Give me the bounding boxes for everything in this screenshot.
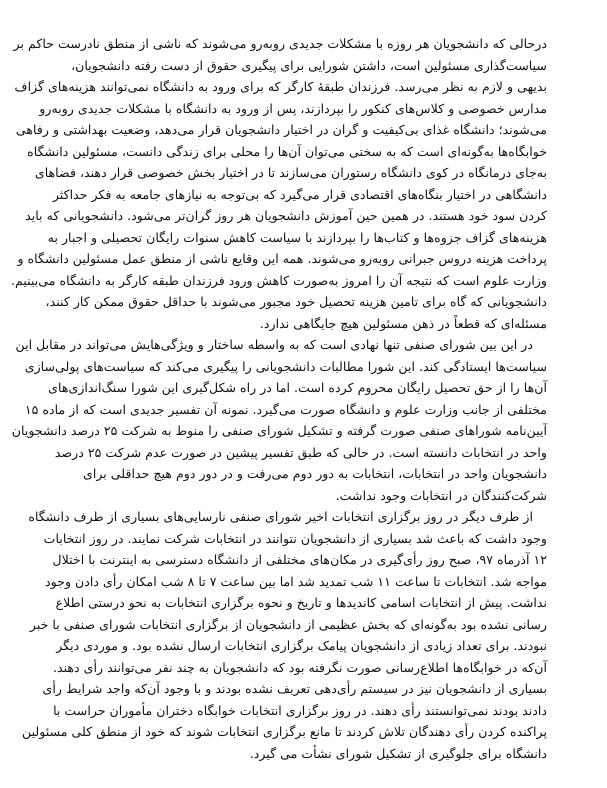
paragraph-2-line: در این بین شورای صنفی تنها نهادی است که به واسطه ساختار و ویژگی‌هایش می‌تواند در مقابل این: [15, 337, 533, 352]
paragraph-1-line: کردن سود خود هستند. در همین حین آموزش دانشجویان هر روز گران‌تر می‌شود. دانشجویانی که باید: [25, 208, 547, 223]
paragraph-1-line: مسئله‌ای که قطعاً در ذهن مسئولین هیچ جایگاهی ندارد.: [259, 315, 547, 331]
paragraph-3-line: دانشگاه برای جلوگیری از تشکیل شورای نشأت می گیرد.: [249, 745, 547, 761]
paragraph-2-line: دانشجویان واحد در انتخابات، انتخابات به دور دوم می‌رفت و در دور دوم هیچ حداقلی برای: [82, 466, 547, 481]
paragraph-1-line: مدارس خصوصی و کلاس‌های کنکور را بپردازند، پس از ورود به دانشگاه با مشکلات جدیدی روبه‌رو: [39, 100, 547, 116]
paragraph-3-line: نداشت. پیش از انتخابات اسامی کاندیدها و تاریخ و نحوه برگزاری انتخابات به نحو درستی اطلاع: [55, 595, 547, 610]
paragraph-3-line: بسیاری از دانشجویان نیز در سیستم رأی‌دهی تعریف نشده بودند و با وجود آن‌که واجد شرایط رأی: [42, 681, 547, 696]
paragraph-3-line: دادند بودند نمی‌توانستند رأی دهند. در روز برگزاری انتخابات خوابگاه دختران مأموران حراست با: [53, 702, 547, 718]
paragraph-3-line: نبودند. برای تعداد زیادی از دانشجویان پیامک برگزاری انتخابات ارسال نشده بود. و موردی دیگر: [56, 638, 547, 653]
paragraph-2-line: آیین‌نامه شوراهای صنفی صورت گرفته و تشکیل شورای صنفی را منوط به شرکت ۲۵ درصد دانشجویان: [11, 423, 547, 438]
paragraph-1-line: پرداخت هزینه دروس جبرانی روبه‌رو می‌شوند. همه این وقایع ناشی از منطق عمل مسئولین دانشگاه و: [17, 251, 547, 266]
paragraph-3-line: مواجه شد. انتخابات تا ساعت ۱۱ شب تمدید شد اما بین ساعت ۷ تا ۸ شب امکان رأی دادن وجود: [45, 573, 547, 589]
paragraph-2-line: واحد در انتخابات دانسته است. در حالی که طبق تفسیر پیشین در صورت عدم شرکت ۲۵ درصد: [54, 444, 547, 460]
paragraph-1-line: سیاست‌گذاری مسئولین است، داشتن شورایی برای پیگیری حقوق از دست رفته دانشجویان،: [71, 57, 547, 73]
paragraph-1-line: وزارت علوم است که نتیجه آن را امروز به‌صورت کاهش ورود فرزندان طبقه کارگر به دانشگاه می‌بینیم.: [11, 272, 547, 288]
paragraph-3-line: رسانی نشده بود به‌گونه‌ای که بخش عظیمی از دانشجویان از برگزاری انتخابات شورای صنفی با خبر: [29, 616, 547, 632]
document-page: [11, 33, 547, 764]
paragraph-1-line: هزینه‌های گزاف جزوه‌ها و کتاب‌ها را بپردازند با سیاست کاهش سنوات رایگان تحصیلی و اجبار به: [47, 229, 547, 245]
paragraph-1-line: دانشجویانی که گاه برای تامین هزینه تحصیل خود مجبور می‌شوند با حداقل حقوق ممکن کار کنند،: [45, 294, 547, 309]
paragraph-3-line: وجود داشت که باعث شد بسیاری از دانشجویان نتوانند در انتخابات شرکت نمایند. در روز انتخابات: [43, 530, 547, 546]
paragraph-3-line: ۱۲ آذرماه ۹۷، صبح روز رأی‌گیری در مکان‌های مختلفی از دانشگاه دسترسی به اینترنت با اختلال: [52, 552, 547, 567]
paragraph-3-line: از طرف دیگر در روز برگزاری انتخابات اخیر شورای صنفی نارسایی‌های بسیاری از طرف دانشگاه: [28, 509, 533, 524]
paragraph-3-line: پراکنده کردن رأی دهندگان تلاش کردند تا مانع برگزاری انتخابات شوند که خود از منطق کلی مسئولین: [22, 724, 547, 739]
paragraph-1-line: می‌شوند؛ دانشگاه غذای بی‌کیفیت و گران در اختیار دانشجویان قرار می‌دهد، وضعیت بهداشتی و رفاهی: [15, 122, 547, 137]
paragraph-1-line: درحالی که دانشجویان هر روزه با مشکلات جدیدی روبه‌رو می‌شوند که ناشی از منطق نادرست حاکم بر: [13, 36, 547, 51]
paragraph-2-line: سیاست‌ها ایستادگی کند. این شورا مطالبات دانشجویانی را پیگیری می‌کند که سیاست‌های پولی‌سازی: [24, 358, 547, 374]
paragraph-1-line: دانشگاهی در اختیار بنگاه‌های اقتصادی قرار می‌گیرد که بی‌توجه به نیازهای جامعه به فکر حداکثر: [52, 186, 547, 202]
paragraph-2-line: آن‌ها را از حق تحصیل رایگان محروم کرده است. اما در راه شکل‌گیری این شورا سنگ‌اندازی‌های: [48, 380, 547, 395]
paragraph-2-line: مختلفی از جانب وزارت علوم و دانشگاه صورت می‌گیرد. نمونه آن تفسیر جدیدی است که از ماده ۱۵: [24, 401, 547, 417]
paragraph-1-line: بدیهی و لازم به نظر می‌رسد. فرزندان طبقهٔ کارگر که برای ورود به دانشگاه نمی‌توانند هزینه‌های گزاف: [14, 79, 547, 94]
paragraph-3-line: آن‌که در خوابگاه‌ها اطلاع‌رسانی صورت نگرفته بود که دانشجویان به چند نفر می‌توانند رأی دهند.: [52, 659, 547, 675]
paragraph-2-line: شرکت‌کنندگان در انتخابات وجود نداشت.: [335, 487, 547, 503]
paragraph-1-line: خوابگاه‌ها به‌گونه‌ای است که به سختی می‌توان آن‌ها را محلی برای زندگی دانست، مسئولین دانشگاه: [27, 143, 547, 159]
paragraph-1-line: به‌جای درمانگاه در کوی دانشگاه رستوران می‌سازند تا در اختیار بخش خصوصی قرار دهند، فضاهای: [34, 165, 547, 180]
